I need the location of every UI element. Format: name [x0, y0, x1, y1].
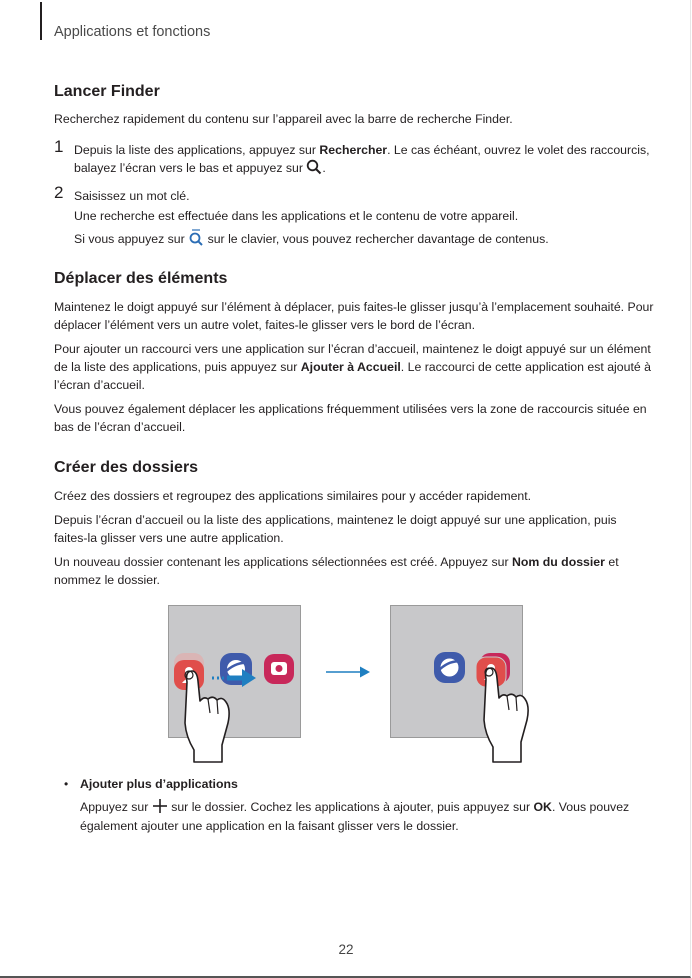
illustration-folder-created	[390, 605, 550, 763]
bullet-line1: Appuyez sur sur le dossier. Cochez les applications à ajouter, puis appuyez sur OK. Vous pouvez	[80, 798, 629, 820]
header-rule	[40, 2, 42, 40]
section-title-deplacer: Déplacer des éléments	[54, 270, 228, 287]
search-icon	[306, 159, 322, 181]
internet-app-icon-2	[434, 652, 465, 683]
section2-p2-line3: l’écran d’accueil.	[54, 378, 145, 392]
header-title: Applications et fonctions	[54, 24, 211, 40]
section3-p2-line1: Depuis l’écran d’accueil ou la liste des applications, maintenez le doigt appuyé sur une application, puis	[54, 513, 617, 527]
bullet-marker: •	[64, 777, 69, 791]
section2-p2-line2: de la liste des applications, puis appuyez sur Ajouter à Accueil. Le raccourci de cette application est ajouté à	[54, 360, 651, 374]
transition-arrow-icon	[324, 664, 372, 680]
step-number-2: 2	[54, 183, 64, 202]
illustration-drag-apps	[168, 605, 302, 763]
section3-p3-line2: nommez le dossier.	[54, 573, 160, 587]
step2-line1: Saisissez un mot clé.	[74, 189, 190, 203]
step-number-1: 1	[54, 137, 64, 156]
section3-p2-line2: faites-la glisser vers une autre application.	[54, 531, 284, 545]
section1-intro: Recherchez rapidement du contenu sur l’appareil avec la barre de recherche Finder.	[54, 112, 513, 126]
search-key-icon	[188, 229, 204, 252]
step2-line3: Si vous appuyez sur sur le clavier, vous pouvez rechercher davantage de contenus.	[74, 229, 549, 252]
section2-p2-line1: Pour ajouter un raccourci vers une application sur l’écran d’accueil, maintenez le doigt appuyé sur un élément	[54, 342, 651, 356]
camera-app-icon	[264, 654, 294, 684]
bullet-title: Ajouter plus d’applications	[80, 777, 238, 791]
step1-line1: Depuis la liste des applications, appuyez sur Rechercher. Le cas échéant, ouvrez le volet des raccourcis,	[74, 143, 650, 157]
section2-p1-line1: Maintenez le doigt appuyé sur l’élément à déplacer, puis faites-le glisser jusqu’à l’emplacement souhaité. Pour	[54, 300, 654, 314]
section2-p1-line2: déplacer l’élément vers un autre volet, faites-le glisser vers le bord de l’écran.	[54, 318, 476, 332]
step1-line2: balayez l’écran vers le bas et appuyez sur .	[74, 159, 326, 181]
section2-p3-line2: bas de l’écran d’accueil.	[54, 420, 186, 434]
section-title-creer-dossiers: Créer des dossiers	[54, 459, 199, 476]
page-number: 22	[338, 942, 354, 957]
bullet-line2: également ajouter une application en la faisant glisser vers le dossier.	[80, 819, 459, 833]
section3-p1: Créez des dossiers et regroupez des applications similaires pour y accéder rapidement.	[54, 489, 532, 503]
section-title-lancer-finder: Lancer Finder	[54, 83, 160, 100]
step2-line2: Une recherche est effectuée dans les applications et le contenu de votre appareil.	[74, 209, 519, 223]
section2-p3-line1: Vous pouvez également déplacer les applications fréquemment utilisées vers la zone de raccourcis située en	[54, 402, 647, 416]
section3-p3-line1: Un nouveau dossier contenant les applications sélectionnées est créé. Appuyez sur Nom du dossier et	[54, 555, 619, 569]
